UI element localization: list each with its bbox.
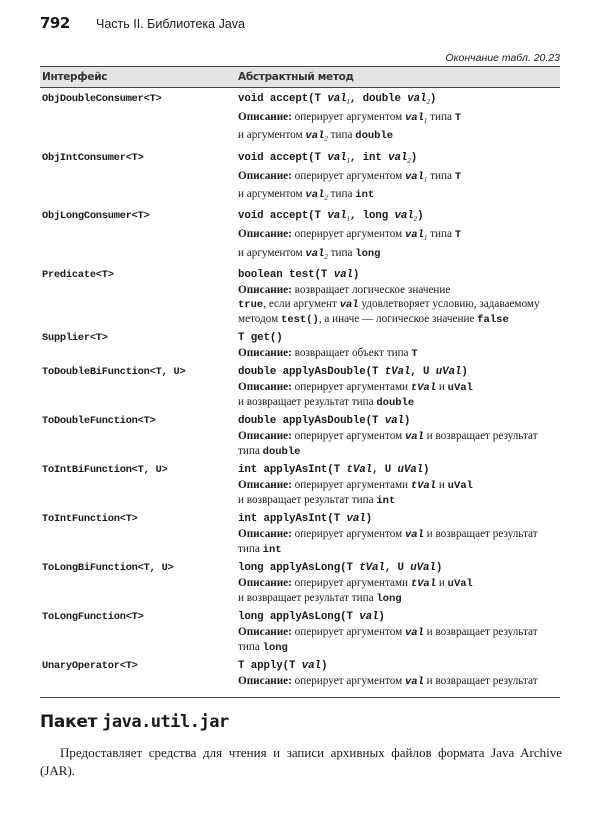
method-description: Описание: оперирует аргументом val$_1$ типа T и аргументом val$_2$ типа int	[238, 169, 462, 203]
method-description: Описание: оперирует аргументом val и возвращает результат	[238, 674, 538, 688]
method-description: Описание: оперирует аргументом val и возвращает результат типа double	[238, 429, 538, 458]
interface-name: ToLongBiFunction<T, U>	[42, 561, 174, 574]
method-signature: long applyAsLong(T tVal, U uVal)	[238, 561, 443, 574]
interface-name: ToLongFunction<T>	[42, 610, 144, 623]
table-row	[40, 267, 560, 327]
method-description: Описание: оперирует аргументом val$_1$ типа T и аргументом val$_2$ типа long	[238, 228, 462, 261]
method-signature: long applyAsLong(T val)	[238, 610, 385, 623]
method-signature: T get()	[238, 331, 283, 344]
column-header-method: Абстрактный метод	[238, 71, 354, 83]
method-signature: void accept(T val$_1$, long val$_2$)	[238, 210, 424, 224]
interface-name: ToIntBiFunction<T, U>	[42, 463, 168, 476]
table-bottom-rule	[40, 697, 560, 698]
method-signature: T apply(T val)	[238, 659, 328, 672]
table-row	[40, 150, 560, 206]
section-paragraph: Предоставляет средства для чтения и записи архивных файлов формата Java Archive (JAR).	[40, 745, 562, 778]
part-title: Часть II. Библиотека Java	[96, 17, 245, 31]
method-description: Описание: оперирует аргументом val и возвращает результат типа long	[238, 625, 538, 654]
method-signature: void accept(T val$_1$, int val$_2$)	[238, 151, 418, 165]
section-heading-package: java.util.jar	[102, 712, 229, 732]
table-row	[40, 208, 560, 264]
method-description: Описание: оперирует аргументами tVal и uVal и возвращает результат типа double	[238, 380, 473, 409]
table-row	[40, 609, 560, 655]
page-number: 792	[40, 14, 70, 32]
method-description: Описание: оперирует аргументами tVal и uVal и возвращает результат типа long	[238, 576, 473, 605]
running-head	[40, 14, 245, 32]
section-heading-word: Пакет	[40, 712, 98, 732]
column-header-interface: Интерфейс	[42, 71, 108, 83]
method-description: Описание: возвращает объект типа T	[238, 346, 418, 360]
method-description: Описание: возвращает логическое значение true, если аргумент val удовлетворяет условию, задаваемому методом test(), а иначе — логическое значение false	[238, 283, 540, 326]
table-row	[40, 413, 560, 459]
method-signature: double applyAsDouble(T val)	[238, 414, 411, 427]
method-description: Описание: оперирует аргументом val и возвращает результат типа int	[238, 527, 538, 556]
section-heading	[40, 712, 229, 732]
interface-name: ToDoubleBiFunction<T, U>	[42, 365, 186, 378]
method-signature: boolean test(T val)	[238, 268, 360, 281]
table-row	[40, 462, 560, 508]
interface-name: ObjIntConsumer<T>	[42, 151, 144, 164]
table-row	[40, 91, 560, 147]
table-header	[40, 66, 560, 88]
method-signature: int applyAsInt(T val)	[238, 512, 372, 525]
method-description: Описание: оперирует аргументами tVal и uVal и возвращает результат типа int	[238, 478, 473, 507]
table-row	[40, 364, 560, 410]
table-row	[40, 560, 560, 606]
interfaces-table	[40, 66, 560, 689]
interface-name: ToDoubleFunction<T>	[42, 414, 156, 427]
method-signature: void accept(T val$_1$, double val$_2$)	[238, 93, 437, 107]
interface-name: ObjDoubleConsumer<T>	[42, 93, 162, 105]
interface-name: UnaryOperator<T>	[42, 659, 138, 672]
table-row	[40, 511, 560, 557]
interface-name: Supplier<T>	[42, 331, 108, 344]
interface-name: ObjLongConsumer<T>	[42, 210, 150, 223]
method-signature: double applyAsDouble(T tVal, U uVal)	[238, 365, 468, 378]
table-caption: Окончание табл. 20.23	[445, 52, 560, 64]
table-row	[40, 330, 560, 361]
method-signature: int applyAsInt(T tVal, U uVal)	[238, 463, 430, 476]
method-description: Описание: оперирует аргументом val$_1$ типа T и аргументом val$_2$ типа double	[238, 111, 462, 144]
table-row	[40, 658, 560, 689]
interface-name: ToIntFunction<T>	[42, 512, 138, 525]
interface-name: Predicate<T>	[42, 268, 114, 281]
